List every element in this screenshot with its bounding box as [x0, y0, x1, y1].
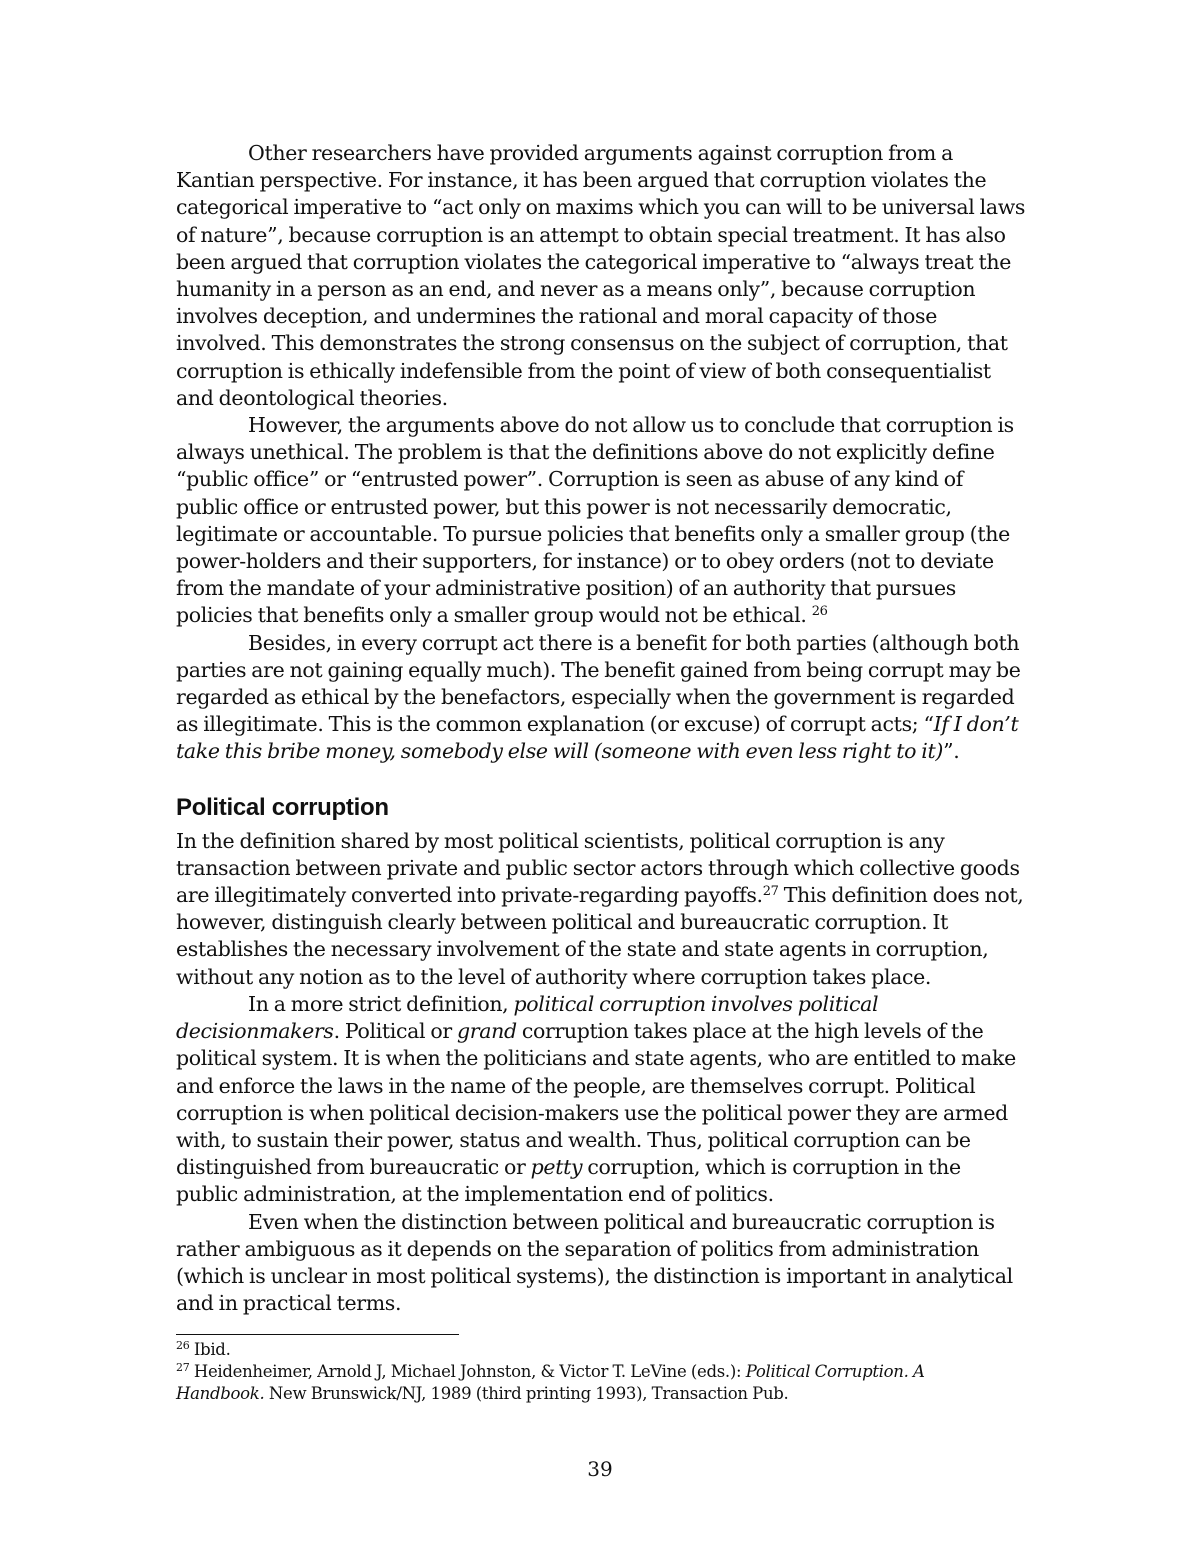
italic-term: grand — [457, 1019, 517, 1044]
italic-quote: If I don’t take this bribe money, somebody else will (someone with even less right to it) — [176, 712, 1019, 764]
footnote-text: Ibid. — [189, 1340, 231, 1359]
paragraph-strict-definition — [176, 991, 1026, 1209]
italic-term: petty — [530, 1155, 583, 1180]
paragraph-however — [176, 412, 1026, 630]
section-heading: Political corruption — [176, 793, 389, 821]
footnote-26 — [176, 1339, 996, 1361]
italic-term: political corruption involves political decisionmakers — [176, 991, 879, 1044]
footnote-number: 27 — [176, 1361, 190, 1374]
paragraph-text-end: ”. — [943, 739, 960, 764]
paragraph-text: corruption, which is corruption in the public administration, at the implementation end of politics. — [176, 1155, 961, 1207]
footnote-text: Heidenheimer, Arnold J, Michael Johnston, & Victor T. LeVine (eds.): — [189, 1362, 746, 1381]
footnote-text: New Brunswick/NJ, 1989 (third printing 1993), Transaction Pub. — [264, 1384, 789, 1403]
page-number: 39 — [587, 1457, 613, 1481]
paragraph-text: corruption takes place at the high levels of the political system. It is when the politicians and state agents, who are entitled to make and enforce the laws in the name of the people, are themselves corrupt. Political corruption is when political decision-makers use the political power they are armed with, to sustain their power, status and wealth. Thus, political corruption can be distinguished from bureaucratic or — [176, 1019, 1016, 1180]
paragraph-text: Besides, in every corrupt act there is a benefit for both parties (although both parties are not gaining equally much). The benefit gained from being corrupt may be regarded as ethical by the benefactors, especially when the government is regarded as illegitimate. This is the common explanation (or excuse) of corrupt acts; “ — [176, 630, 1021, 737]
footnote-number: 26 — [176, 1339, 190, 1352]
paragraph-besides — [176, 630, 1026, 766]
paragraph-text: However, the arguments above do not allow us to conclude that corruption is always unethical. The problem is that the definitions above do not explicitly define “public office” or “entrusted power”. Corruption is seen as abuse of any kind of public office or entrusted power, but this power is not necessarily democratic, legitimate or accountable. To pursue policies that benefits only a smaller group (the power-holders and their supporters, for instance) or to obey orders (not to deviate from the mandate of your administrative position) of an authority that pursues policies that benefits only a smaller group would not be ethical. — [176, 413, 1014, 628]
paragraph-text: In the definition shared by most political scientists, political corruption is any transaction between private and public sector actors through which collective goods are illegitimately converted into private-regarding payoffs. — [176, 828, 1020, 908]
paragraph-text: In a more strict definition, — [248, 991, 514, 1016]
footnote-separator — [176, 1334, 459, 1335]
footnote-ref-27[interactable]: 27 — [762, 884, 779, 900]
footnote-27 — [176, 1361, 996, 1405]
paragraph-definition — [176, 828, 1026, 991]
paragraph-kantian: Other researchers have provided arguments against corruption from a Kantian perspective. For instance, it has been argued that corruption violates the categorical imperative to “act only on maxims which you can will to be universal laws of nature”, because corruption is an attempt to obtain special treatment. It has also been argued that corruption violates the categorical imperative to “always treat the humanity in a person as an end, and never as a means only”, because corruption involves deception, and undermines the rational and moral capacity of those involved. This demonstrates the strong consensus on the subject of corruption, that corruption is ethically indefensible from the point of view of both consequentialist and deontological theories. — [176, 141, 1026, 410]
paragraph-distinction: Even when the distinction between political and bureaucratic corruption is rather ambiguous as it depends on the separation of politics from administration (which is unclear in most political systems), the distinction is important in analytical and in practical terms. — [176, 1209, 1013, 1316]
page-body — [176, 140, 1026, 1317]
footnote-ref-26[interactable]: 26 — [811, 604, 828, 620]
footnote-title: Political Corruption. A Handbook. — [176, 1362, 925, 1403]
paragraph-text-rest: This definition does not, however, distinguish clearly between political and bureaucratic corruption. It establishes the necessary involvement of the state and state agents in corruption, without any notion as to the level of authority where corruption takes place. — [176, 883, 1024, 989]
paragraph-text: . Political or — [333, 1019, 457, 1044]
footnotes — [176, 1339, 996, 1405]
